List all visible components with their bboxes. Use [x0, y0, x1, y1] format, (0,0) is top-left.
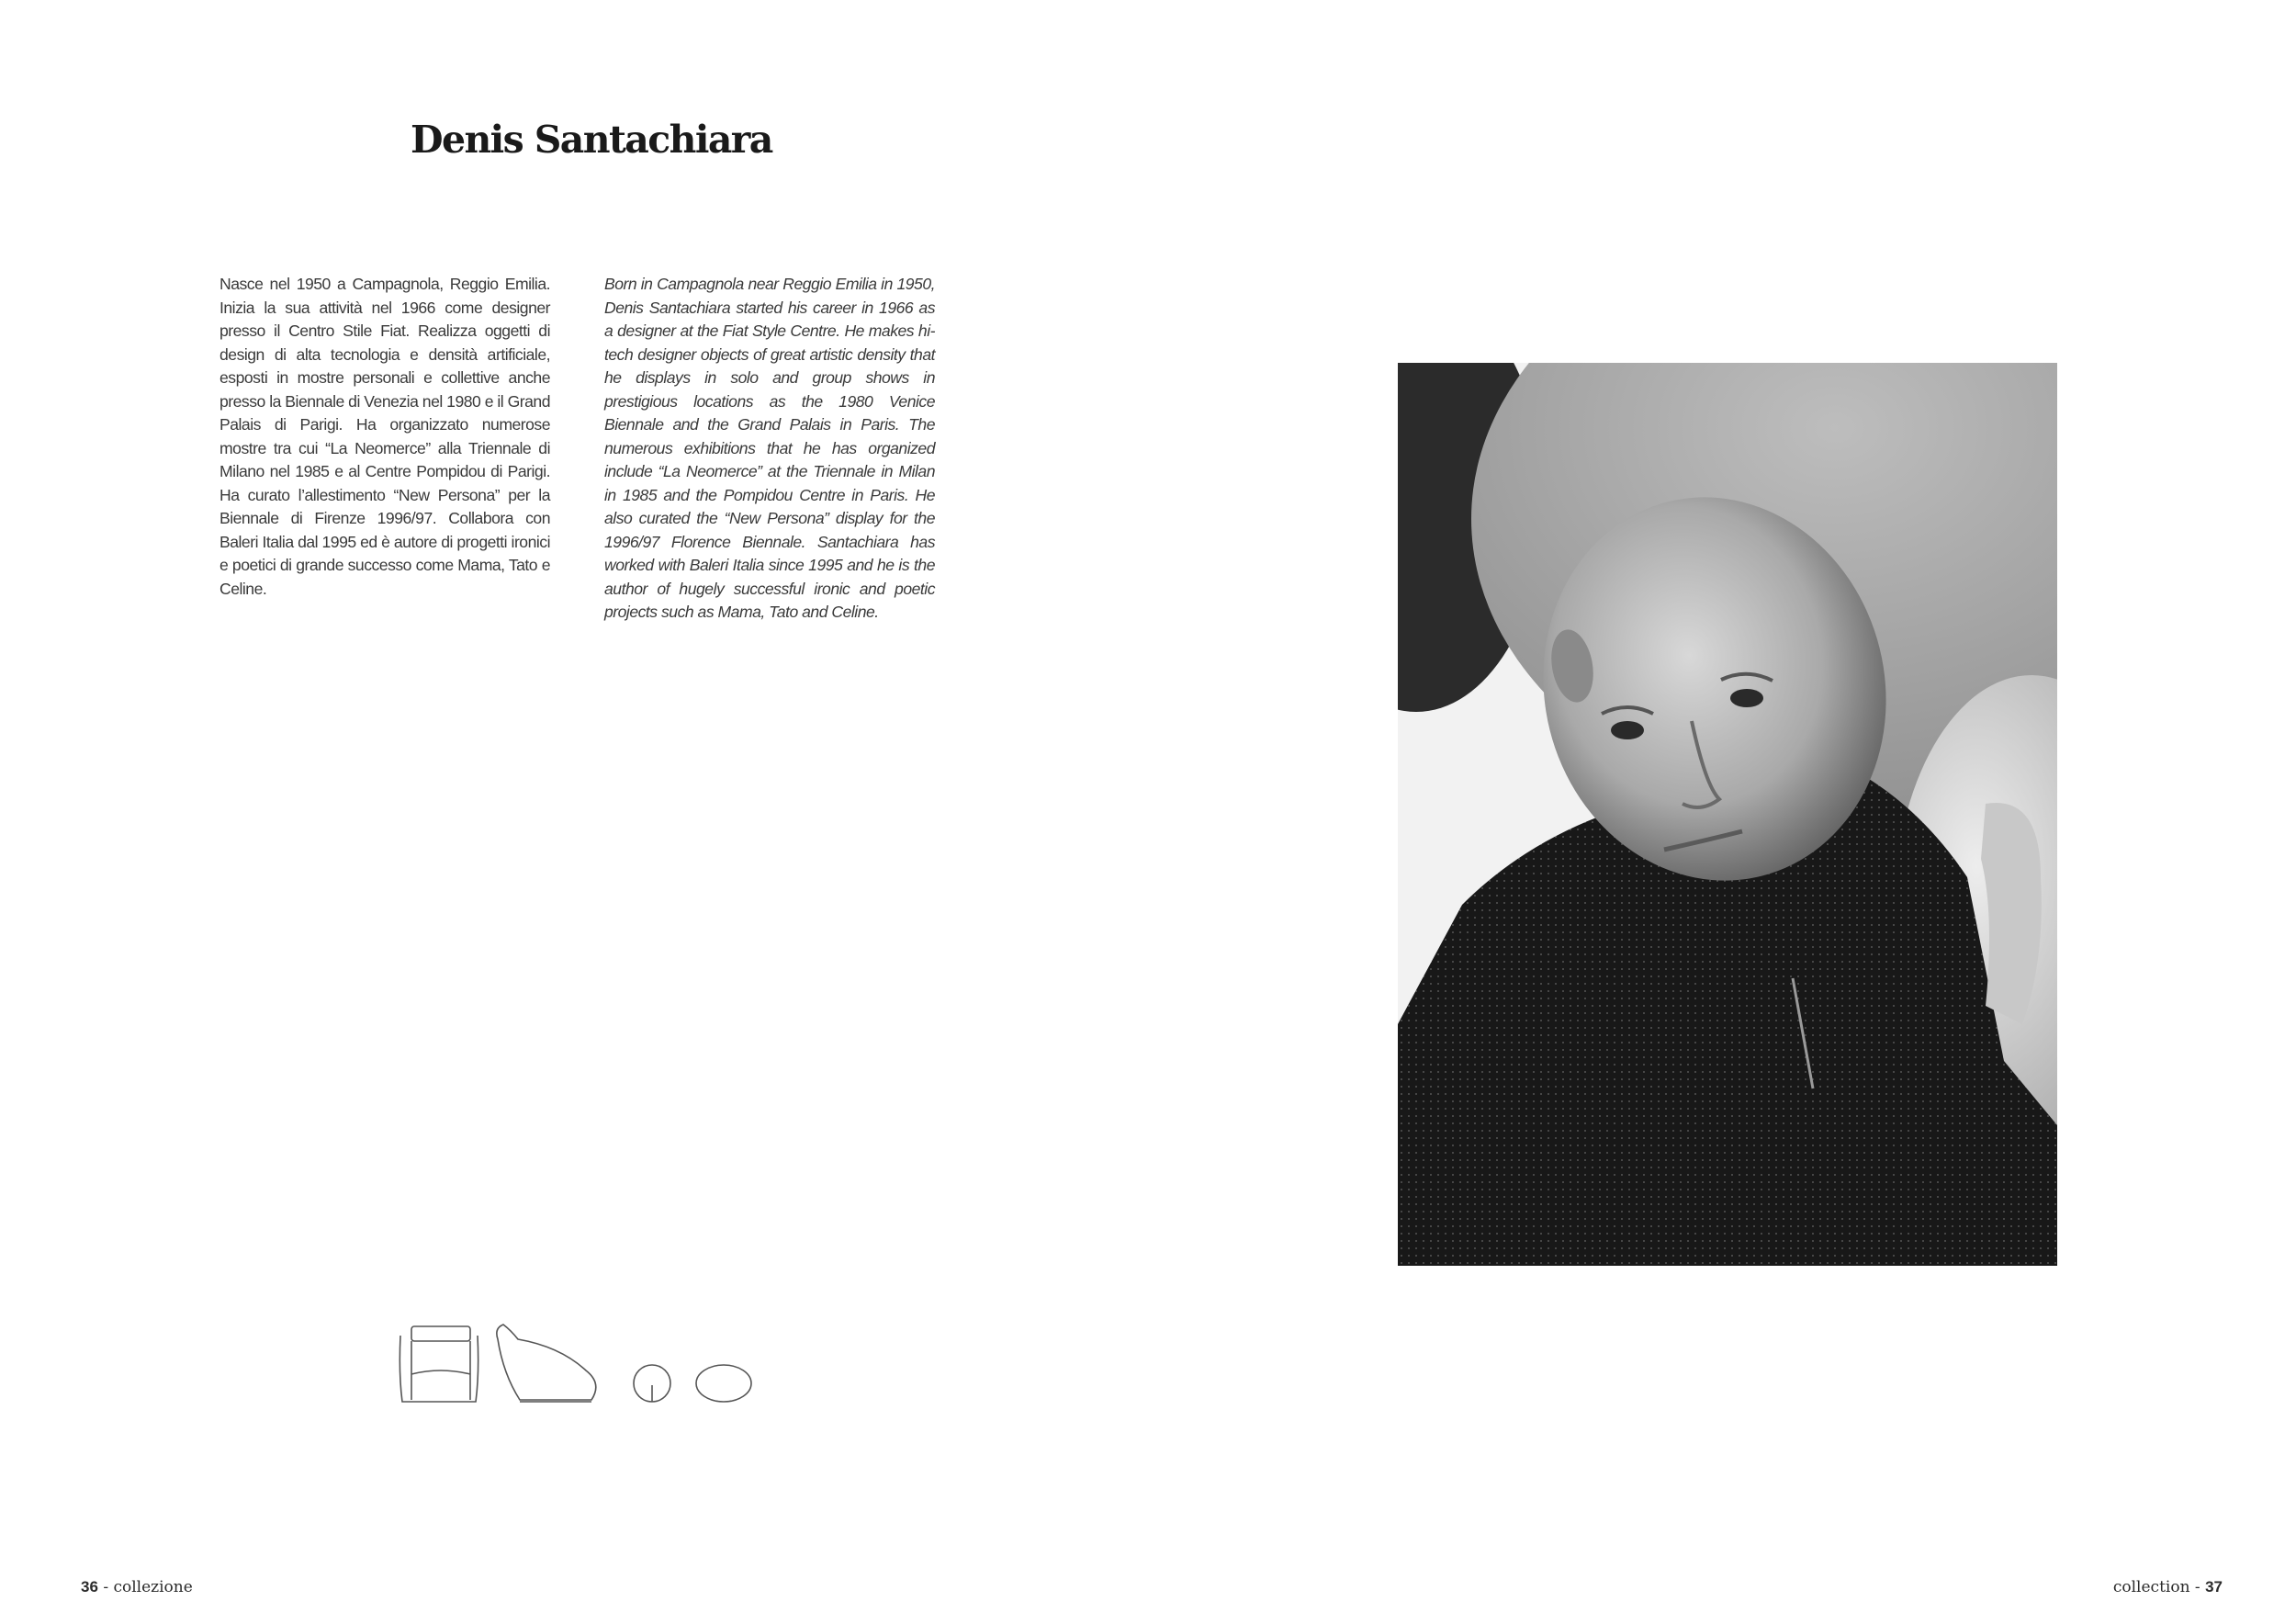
section-label: collection -: [2112, 1578, 2206, 1596]
page-title: Denis Santachiara: [411, 118, 772, 162]
page-number-left: [81, 1578, 193, 1596]
bio-english-text: Born in Campagnola near Reggio Emilia in 1950, Denis Santachiara started his career in 1966 as a designer at the Fiat Style Centre. He makes hi-tech designer objects of great artistic density that he displays in solo and group shows in prestigious locations as the 1980 Venice Biennale and the Grand Palais in Paris. The numerous exhibitions that he has organized include “La Neomerce” at the Triennale in Milan in 1985 and the Pompidou Centre in Paris. He also curated the “New Persona” display for the 1996/97 Florence Biennale. Santachiara has worked with Baleri Italia since 1995 and he is the author of hugely successful ironic and poetic projects such as Mama, Tato and Celine.: [604, 275, 935, 621]
armchair-side-sketch-icon: [497, 1325, 596, 1402]
pouf-sketch-icon: [696, 1365, 751, 1402]
page-number-right: [2113, 1578, 2223, 1596]
page-number: 37: [2205, 1578, 2223, 1596]
product-sketches: [395, 1319, 762, 1411]
bio-italian-text: Nasce nel 1950 a Campagnola, Reggio Emilia. Inizia la sua attività nel 1966 come designer presso il Centro Stile Fiat. Realizza oggetti di design di alta tecnologia e densità artificiale, esposti in mostre personali e collettive anche presso la Biennale di Venezia nel 1980 e il Grand Palais di Parigi. Ha organizzato numerose mostre tra cui “La Neomerce” alla Triennale di Milano nel 1985 e al Centre Pompidou di Parigi. Ha curato l’allestimento “New Persona” per la Biennale di Firenze 1996/97. Collabora con Baleri Italia dal 1995 ed è autore di progetti ironici e poetici di grande successo come Mama, Tato e Celine.: [219, 275, 550, 598]
armchair-front-sketch-icon: [400, 1326, 478, 1402]
section-label: - collezione: [97, 1578, 193, 1596]
page-number: 36: [81, 1578, 98, 1596]
stool-sketch-icon: [634, 1365, 670, 1402]
designer-portrait-photo: [1398, 363, 2057, 1266]
